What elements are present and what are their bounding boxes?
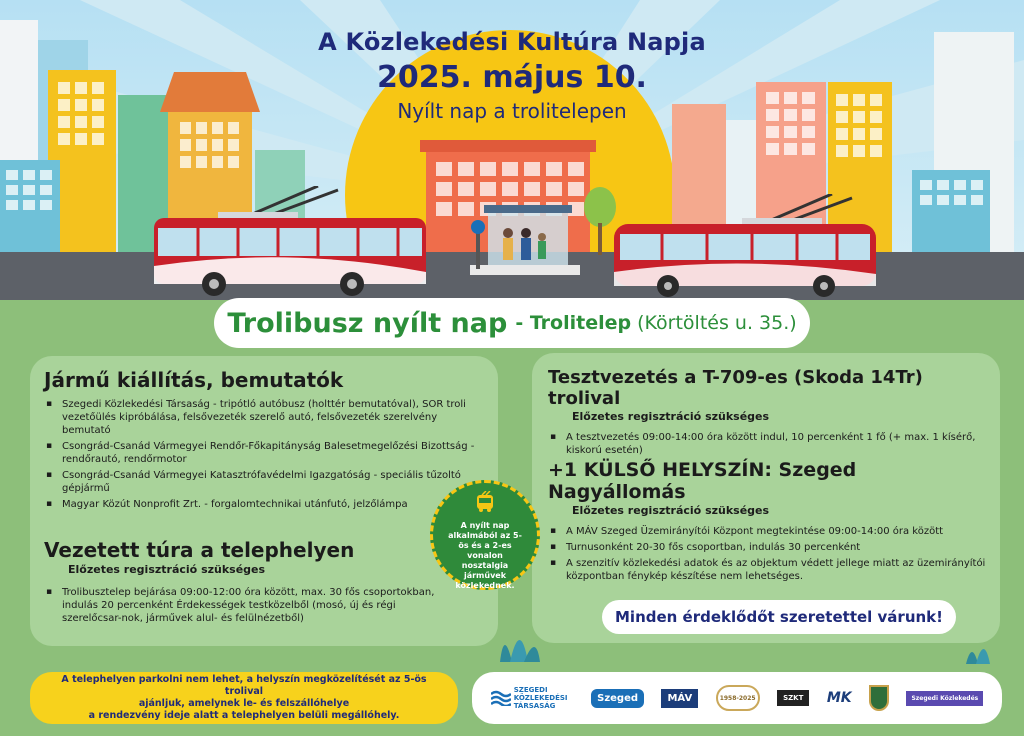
welcome-message: Minden érdeklődőt szeretettel várunk! <box>602 600 956 634</box>
parking-line-2: ajánljuk, amelynek le- és felszállóhelye <box>138 698 350 709</box>
list-item: ▪ Turnusonként 20-30 fős csoportban, indulás 30 percenként <box>548 541 988 554</box>
badge-text: A nyílt nap alkalmából az 5-ös és a 2-es vonalon nosztalgia járművek közlekednek. <box>448 521 522 590</box>
building <box>420 140 596 152</box>
test-drive-list <box>548 431 988 457</box>
section-title: Jármű kiállítás, bemutatók <box>44 368 344 392</box>
magyar-kozut-logo: MK <box>826 690 852 706</box>
title-line-1: A Közlekedési Kultúra Napja <box>318 28 706 56</box>
list-item: ▪ Magyar Közút Nonprofit Zrt. - forgalomtechnikai utánfutó, jelzőlámpa <box>44 498 484 511</box>
mav-logo: MÁV <box>661 689 698 708</box>
exhibition-list <box>44 398 484 511</box>
szkt-wave-icon <box>491 690 511 706</box>
registration-note: Előzetes regisztráció szükséges <box>68 563 266 576</box>
building <box>912 170 990 260</box>
section-title: Tesztvezetés a T-709-es (Skoda 14Tr) trolival <box>548 367 923 409</box>
list-item: ▪ Szegedi Közlekedési Társaság - tripótló autóbusz (holttér bemutatóval), SOR troli vezetőülés kipróbálása, felsővezeték szerelő autó, felsővezeték szerelvény bemutató <box>44 398 484 437</box>
section-tour <box>44 538 444 628</box>
parking-line-1: A telephelyen parkolni nem lehet, a helyszín megközelítését az 5-ös trolival <box>61 674 427 697</box>
tour-list <box>44 586 444 625</box>
section-exhibition <box>44 368 484 514</box>
plant-decoration <box>962 634 1002 664</box>
building <box>0 160 60 260</box>
list-item: ▪ A tesztvezetés 09:00-14:00 óra között indul, 10 percenként 1 fő (+ max. 1 kísérő, kiskorú esetén) <box>548 431 988 457</box>
szeged-logo: Szeged <box>591 689 644 708</box>
list-item: ▪ Trolibusztelep bejárása 09:00-12:00 óra között, max. 30 fős csoportokban, indulás 20 percenként Érdekességek testközelből (mosó, új és régi szerelőcsar-nok, járművek alul- és felülnézetből) <box>44 586 444 625</box>
registration-note: Előzetes regisztráció szükséges <box>572 410 770 423</box>
title-line-3: Nyílt nap a trolitelepen <box>397 99 627 123</box>
banner-address: (Körtöltés u. 35.) <box>637 312 797 334</box>
registration-note: Előzetes regisztráció szükséges <box>572 504 770 517</box>
bus-stop <box>470 205 580 280</box>
plant-decoration <box>490 618 550 662</box>
main-banner <box>214 298 810 348</box>
szegedi-kozlekedes-logo: Szegedi Közlekedés <box>906 691 983 706</box>
section-title: Vezetett túra a telephelyen <box>44 538 355 562</box>
trolleybus-right <box>612 194 880 298</box>
nostalgia-badge <box>430 480 540 590</box>
list-item: ▪ Csongrád-Csanád Vármegyei Rendőr-Főkapitányság Balesetmegelőzési Bizottság - rendőrautó, rendőrmotor <box>44 440 484 466</box>
event-date: 2025. május 10. <box>377 60 647 95</box>
trolleybus-left <box>148 186 428 296</box>
list-item: ▪ A MÁV Szeged Üzemirányítói Központ megtekintése 09:00-14:00 óra között <box>548 525 988 538</box>
list-item: ▪ Csongrád-Csanád Vármegyei Katasztrófavédelmi Igazgatóság - speciális tűzoltó gépjármű <box>44 469 484 495</box>
parking-note <box>30 672 458 724</box>
anniversary-logo: 1958-2025 <box>716 685 760 711</box>
event-title <box>0 28 1024 123</box>
szkt-logo: SZEGEDI KÖZLEKEDÉSI TÁRSASÁG <box>491 686 574 710</box>
police-crest-icon <box>869 685 889 711</box>
banner-location: - Trolitelep <box>515 312 632 334</box>
banner-main: Trolibusz nyílt nap <box>227 307 508 339</box>
bus-icon <box>475 491 495 513</box>
section-external-location <box>548 459 988 586</box>
left-panel <box>30 356 498 646</box>
section-test-drive <box>548 367 988 460</box>
external-list <box>548 525 988 583</box>
section-title: +1 KÜLSŐ HELYSZÍN: Szeged Nagyállomás <box>548 459 857 503</box>
parking-line-3: a rendezvény ideje alatt a telephelyen belüli megállóhely. <box>88 710 400 721</box>
sponsor-logos <box>472 672 1002 724</box>
header-illustration <box>0 0 1024 300</box>
szkt-black-logo: SZKT <box>777 690 809 706</box>
list-item: ▪ A szenzitív közlekedési adatok és az objektum védett jellege miatt az üzemirányítói központban fénykép készítése nem lehetséges. <box>548 557 988 583</box>
